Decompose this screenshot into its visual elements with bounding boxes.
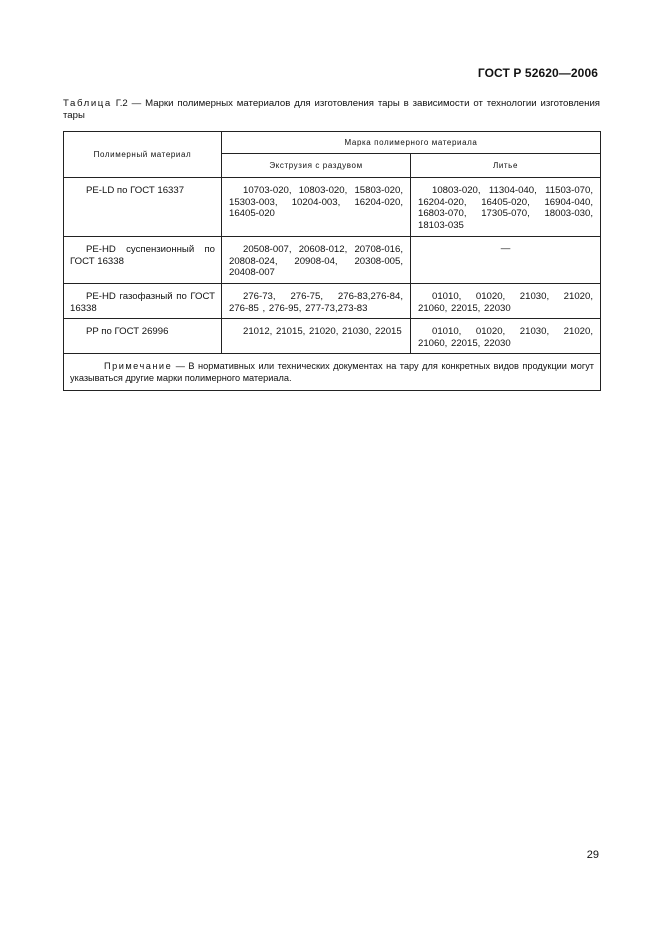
material-cell <box>64 319 222 354</box>
table-row <box>64 178 601 237</box>
caption-text: Г.2 — Марки полимерных материалов для изготовления тары в зависимости от технологии изготовления тары <box>63 98 600 121</box>
extrusion-cell <box>222 178 411 237</box>
material-text: PE-HD суспензионный по ГОСТ 16338 <box>70 244 215 267</box>
casting-cell <box>411 284 601 319</box>
note-row <box>64 354 601 391</box>
document-code: ГОСТ Р 52620—2006 <box>477 66 598 80</box>
table-caption <box>63 98 600 122</box>
caption-lead: Таблица <box>63 98 112 109</box>
extrusion-text: 10703-020, 10803-020, 15803-020, 15303-003, 10204-003, 16204-020, 16405-020 <box>229 185 403 220</box>
header-extrusion: Экструзия с раздувом <box>222 153 411 177</box>
material-text: PE-HD газофазный по ГОСТ 16338 <box>70 291 215 314</box>
extrusion-cell <box>222 237 411 284</box>
casting-text: 10803-020, 11304-040, 11503-070, 16204-020, 16405-020, 16904-040, 16803-070, 17305-070, 18003-030, 18103-035 <box>418 185 593 231</box>
material-cell <box>64 284 222 319</box>
casting-text: 01010, 01020, 21030, 21020, 21060, 22015, 22030 <box>418 291 593 314</box>
extrusion-text: 276-73, 276-75, 276-83,276-84, 276-85 , 276-95, 277-73,273-83 <box>229 291 403 314</box>
casting-text: 01010, 01020, 21030, 21020, 21060, 22015, 22030 <box>418 326 593 349</box>
material-text: PE-LD по ГОСТ 16337 <box>86 185 185 196</box>
material-text: PP по ГОСТ 26996 <box>86 326 169 338</box>
note-lead: Примечание <box>104 361 173 372</box>
extrusion-cell <box>222 284 411 319</box>
extrusion-text: 21012, 21015, 21020, 21030, 22015 <box>243 326 402 338</box>
page-number: 29 <box>586 849 599 861</box>
casting-cell: — <box>411 237 601 284</box>
material-cell <box>64 237 222 284</box>
note-text: — В нормативных или технических документах на тару для конкретных видов продукции могут указываться другие марки полимерного материала. <box>70 361 594 384</box>
header-casting: Литье <box>411 153 601 177</box>
extrusion-text: 20508-007, 20608-012, 20708-016, 20808-024, 20908-04, 20308-005, 20408-007 <box>229 244 403 279</box>
extrusion-cell <box>222 319 411 354</box>
casting-cell <box>411 178 601 237</box>
table-row <box>64 284 601 319</box>
table-note <box>64 354 601 391</box>
header-material: Полимерный материал <box>64 132 222 178</box>
table-row <box>64 237 601 284</box>
casting-cell <box>411 319 601 354</box>
materials-table <box>63 131 601 391</box>
table-row <box>64 319 601 354</box>
material-cell <box>64 178 222 237</box>
header-brand: Марка полимерного материала <box>222 132 601 154</box>
